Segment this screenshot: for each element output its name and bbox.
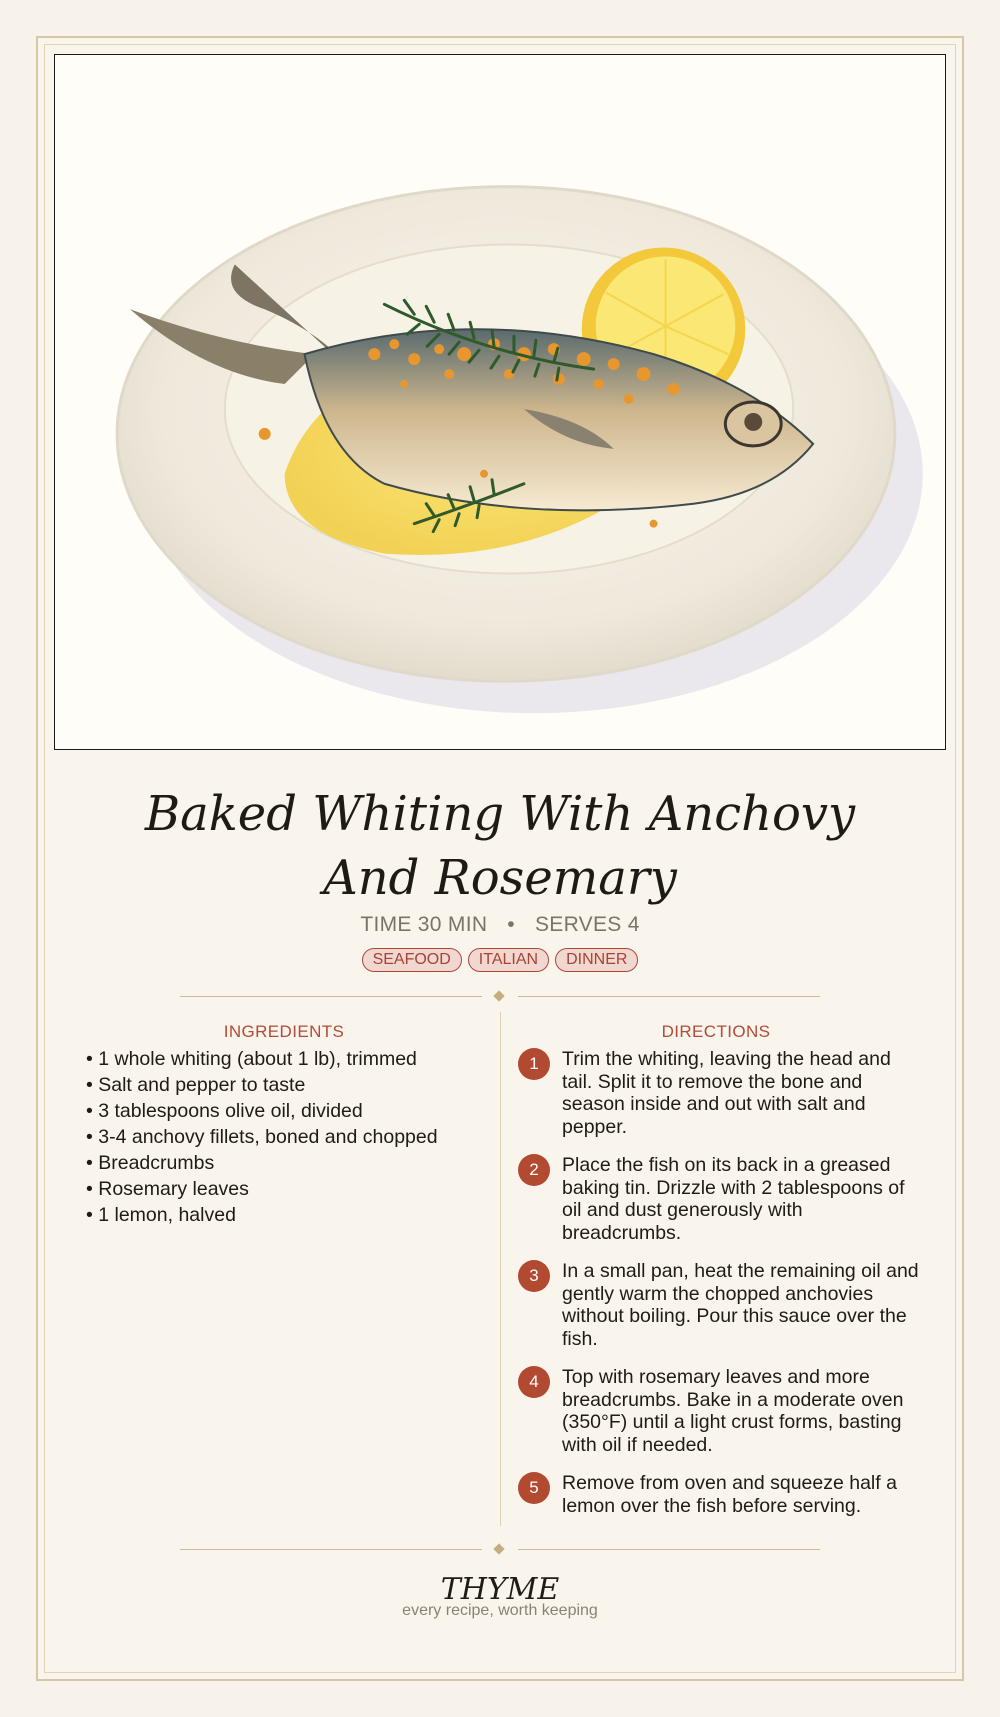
directions-list <box>516 1048 926 1517</box>
servings: SERVES 4 <box>534 913 640 936</box>
recipe-title: Baked Whiting With Anchovy And Rosemary <box>144 786 856 906</box>
step-text: Top with rosemary leaves and more breadcrumbs. Bake in a moderate oven (350°F) until a light crust forms, basting with oil if needed. <box>562 1366 904 1456</box>
step-text: In a small pan, heat the remaining oil and gently warm the chopped anchovies without boiling. Pour this sauce over the fish. <box>562 1260 919 1350</box>
cook-time: TIME 30 MIN <box>360 913 488 936</box>
brand-tagline: every recipe, worth keeping <box>402 1602 598 1619</box>
direction-step <box>516 1048 926 1138</box>
recipe-hero-image <box>54 54 946 750</box>
ingredient-item: • 1 lemon, halved <box>86 1204 236 1226</box>
step-number-badge: 4 <box>518 1366 550 1398</box>
direction-step <box>516 1472 926 1517</box>
divider-top <box>180 991 820 1003</box>
step-number-badge: 1 <box>518 1048 550 1080</box>
ingredient-item: • 3 tablespoons olive oil, divided <box>86 1100 363 1122</box>
direction-step <box>516 1366 926 1456</box>
column-separator <box>500 1012 501 1526</box>
diamond-ornament <box>493 1543 504 1554</box>
ingredients-heading: INGREDIENTS <box>223 1022 345 1041</box>
brand-logo: THYME <box>440 1572 560 1607</box>
step-text: Trim the whiting, leaving the head and tail. Split it to remove the bone and season inside and out with salt and pepper. <box>562 1048 891 1138</box>
divider-bottom <box>180 1544 820 1556</box>
step-text: Remove from oven and squeeze half a lemon over the fish before serving. <box>562 1472 897 1517</box>
step-number-badge: 5 <box>518 1472 550 1504</box>
tag-dinner[interactable]: DINNER <box>555 948 638 972</box>
step-text: Place the fish on its back in a greased baking tin. Drizzle with 2 tablespoons of oil and dust generously with breadcrumbs. <box>562 1154 905 1244</box>
meta-separator: • <box>507 913 515 936</box>
ingredient-item: • Salt and pepper to taste <box>86 1074 306 1096</box>
recipe-meta <box>200 913 800 937</box>
ingredient-item: • Rosemary leaves <box>86 1178 249 1200</box>
direction-step <box>516 1154 926 1244</box>
directions-heading: DIRECTIONS <box>661 1022 771 1041</box>
tag-list <box>200 948 800 972</box>
ingredient-item: • Breadcrumbs <box>86 1152 215 1174</box>
ingredients-list <box>86 1048 466 1230</box>
tag-seafood[interactable]: SEAFOOD <box>362 948 462 972</box>
step-number-badge: 3 <box>518 1260 550 1292</box>
ingredient-item: • 3-4 anchovy fillets, boned and chopped <box>86 1126 438 1148</box>
step-number-badge: 2 <box>518 1154 550 1186</box>
diamond-ornament <box>493 990 504 1001</box>
tag-italian[interactable]: ITALIAN <box>468 948 549 972</box>
ingredient-item: • 1 whole whiting (about 1 lb), trimmed <box>86 1048 417 1070</box>
direction-step <box>516 1260 926 1350</box>
